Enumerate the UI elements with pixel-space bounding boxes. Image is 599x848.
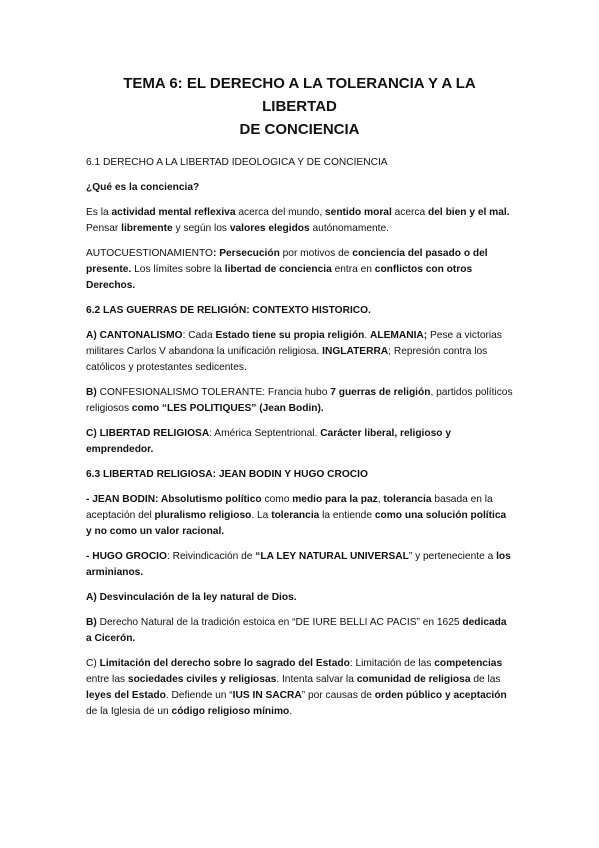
- text-run: Es la: [86, 207, 112, 218]
- text-run: Los límites sobre la: [131, 264, 225, 275]
- text-run: como: [261, 494, 293, 505]
- paragraph: [86, 590, 513, 606]
- text-run: conciencia del pasado o del presente.: [86, 248, 488, 275]
- paragraph: [86, 467, 513, 483]
- text-run: valores elegidos: [229, 223, 310, 234]
- text-run: C): [86, 658, 100, 669]
- title-line-2: DE CONCIENCIA: [239, 121, 360, 138]
- text-run: 7 guerras de religión: [330, 387, 431, 398]
- text-run: ¿Qué es la conciencia?: [86, 182, 200, 193]
- text-run: autónomamente.: [309, 223, 389, 234]
- text-run: dedicada a Cicerón.: [86, 617, 507, 644]
- paragraph: [86, 205, 513, 237]
- text-run: los arminianos.: [86, 551, 511, 578]
- title-line-1: TEMA 6: EL DERECHO A LA TOLERANCIA Y A LA LIBERTAD: [123, 75, 476, 115]
- text-run: : América Septentrional.: [209, 428, 321, 439]
- page-title: [86, 72, 513, 141]
- text-run: orden público y aceptación: [374, 690, 507, 701]
- text-run: 6.3 LIBERTAD RELIGIOSA: JEAN BODIN Y HUGO CROCIO: [86, 469, 368, 480]
- text-run: código religioso mínimo: [171, 706, 290, 717]
- text-run: entre las: [86, 674, 128, 685]
- text-run: Estado tiene su propia religión: [215, 330, 365, 341]
- text-run: 6.2 LAS GUERRAS DE RELIGIÓN: CONTEXTO HISTORICO.: [86, 305, 371, 316]
- text-run: Pese a victorias militares Carlos V abandona la unificación religiosa.: [86, 330, 502, 357]
- text-run: de la Iglesia de un: [86, 706, 172, 717]
- text-run: por motivos de: [279, 248, 353, 259]
- paragraph: [86, 492, 513, 540]
- paragraph: [86, 303, 513, 319]
- text-run: A) CANTONALISMO: [86, 330, 183, 341]
- text-run: como una solución política y no como un valor racional.: [86, 510, 507, 537]
- text-run: actividad mental reflexiva: [111, 207, 236, 218]
- text-run: ,: [377, 494, 384, 505]
- text-run: CONFESIONALISMO TOLERANTE: [99, 387, 263, 398]
- text-run: ALEMANIA;: [370, 330, 428, 341]
- text-run: ” por causas de: [301, 690, 375, 701]
- text-run: : Reivindicación de: [166, 551, 256, 562]
- text-run: libremente: [121, 223, 173, 234]
- text-run: de la tradición estoica en “DE IURE BELLI AC PACIS” en 1625: [173, 617, 463, 628]
- text-run: competencias: [434, 658, 503, 669]
- text-run: Limitación del derecho sobre lo sagrado del Estado: [99, 658, 350, 669]
- text-run: A) Desvinculación de la ley natural de Dios.: [86, 592, 297, 603]
- text-run: libertad de conciencia: [224, 264, 332, 275]
- text-run: la entiende: [319, 510, 375, 521]
- text-run: : Limitación de las: [349, 658, 435, 669]
- text-run: .: [364, 330, 370, 341]
- paragraph: [86, 328, 513, 376]
- text-run: acerca del mundo,: [235, 207, 325, 218]
- document-body: [86, 155, 513, 720]
- text-run: como “LES POLITIQUES” (Jean Bodin).: [131, 403, 324, 414]
- text-run: Pensar: [86, 223, 122, 234]
- text-run: tolerancia: [383, 494, 432, 505]
- text-run: B): [86, 387, 100, 398]
- text-run: AUTOCUESTIONAMIENTO: [86, 248, 213, 259]
- text-run: ; Represión contra los católicos y protestantes sedicentes.: [86, 346, 488, 373]
- text-run: .: [289, 706, 293, 717]
- text-run: comunidad de religiosa: [356, 674, 471, 685]
- paragraph: [86, 180, 513, 196]
- text-run: acerca: [391, 207, 429, 218]
- text-run: del bien y el mal.: [428, 207, 510, 218]
- text-run: . Intenta salvar la: [276, 674, 357, 685]
- paragraph: [86, 385, 513, 417]
- text-run: de las: [470, 674, 501, 685]
- text-run: “LA LEY NATURAL UNIVERSAL: [255, 551, 409, 562]
- text-run: . Defiende un “: [165, 690, 233, 701]
- text-run: . La: [251, 510, 272, 521]
- text-run: INGLATERRA: [322, 346, 389, 357]
- text-run: leyes del Estado: [86, 690, 166, 701]
- text-run: medio para la paz: [292, 494, 378, 505]
- text-run: C) LIBERTAD RELIGIOSA: [86, 428, 210, 439]
- text-run: pluralismo religioso: [154, 510, 252, 521]
- paragraph: [86, 656, 513, 720]
- text-run: : Cada: [182, 330, 216, 341]
- text-run: 6.1 DERECHO A LA LIBERTAD IDEOLOGICA Y DE CONCIENCIA: [86, 157, 388, 168]
- text-run: ” y perteneciente a: [408, 551, 497, 562]
- text-run: Carácter liberal, religioso y emprendedor.: [86, 428, 451, 455]
- text-run: - JEAN BODIN: Absolutismo político: [86, 494, 262, 505]
- text-run: basada en la aceptación del: [86, 494, 493, 521]
- paragraph: [86, 155, 513, 171]
- text-run: sociedades civiles y religiosas: [127, 674, 277, 685]
- text-run: y según los: [172, 223, 230, 234]
- text-run: , partidos políticos religiosos: [86, 387, 513, 414]
- text-run: - HUGO GROCIO: [86, 551, 167, 562]
- text-run: B): [86, 617, 100, 628]
- text-run: IUS IN SACRA: [232, 690, 302, 701]
- paragraph: [86, 426, 513, 458]
- text-run: entra en: [331, 264, 375, 275]
- paragraph: [86, 246, 513, 294]
- text-run: : Persecución: [212, 248, 280, 259]
- paragraph: [86, 549, 513, 581]
- text-run: tolerancia: [271, 510, 320, 521]
- text-run: sentido moral: [324, 207, 392, 218]
- paragraph: [86, 615, 513, 647]
- text-run: : Francia hubo: [262, 387, 331, 398]
- text-run: Derecho Natural: [99, 617, 174, 628]
- text-run: conflictos con otros Derechos.: [86, 264, 473, 291]
